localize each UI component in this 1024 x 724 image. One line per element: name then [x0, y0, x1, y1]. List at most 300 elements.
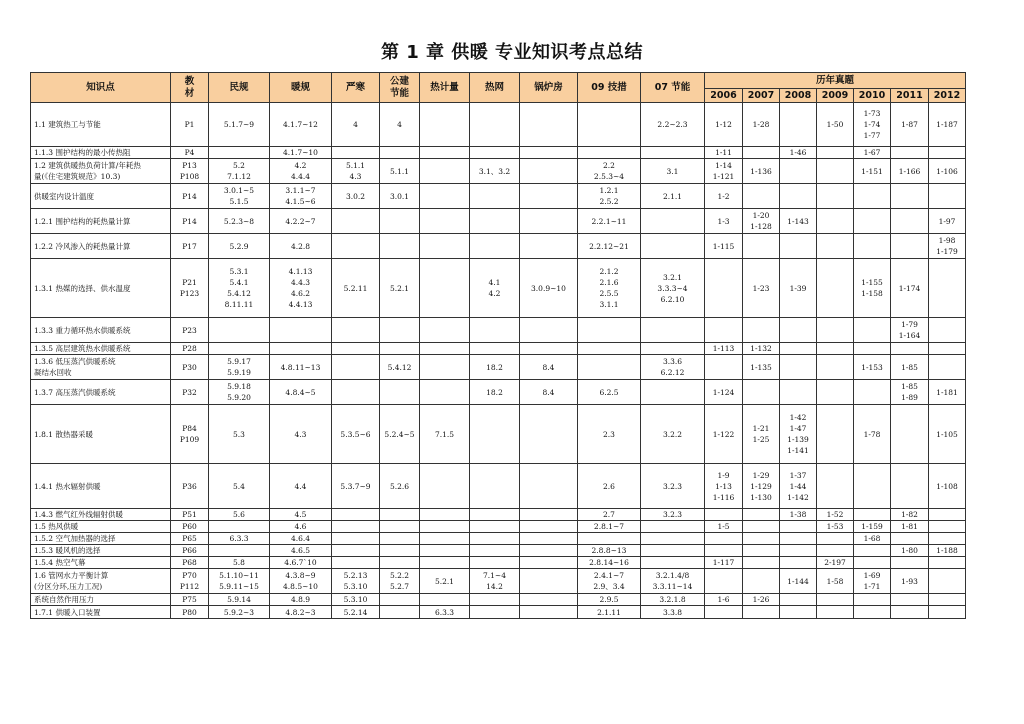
- year-2009-cell: [817, 594, 854, 606]
- knowledge-point-cell: 1.3.1 热媒的选择、供水温度: [31, 259, 171, 318]
- mingui-cell: 5.2.3~8: [209, 209, 270, 234]
- knowledge-point-cell: 1.3.6 低压蒸汽供暖系统 凝结水回收: [31, 355, 171, 380]
- year-2012-cell: [929, 594, 966, 606]
- year-2008-cell: 1-38: [780, 509, 817, 521]
- rejiliang-cell: 6.3.3: [420, 606, 470, 619]
- nuangui-cell: 4.6.7`10: [270, 557, 332, 569]
- year-2012-cell: 1-188: [929, 545, 966, 557]
- jieneng-cell: [641, 557, 705, 569]
- year-2007-cell: [743, 557, 780, 569]
- guolufang-cell: [520, 405, 578, 464]
- mingui-cell: 5.4: [209, 464, 270, 509]
- textbook-cell: P30: [171, 355, 209, 380]
- rewang-cell: [470, 464, 520, 509]
- header-year: 2006: [705, 89, 743, 103]
- year-2011-cell: 1-85: [891, 355, 929, 380]
- guolufang-cell: [520, 509, 578, 521]
- nuangui-cell: 4.8.2~3: [270, 606, 332, 619]
- year-2006-cell: [705, 259, 743, 318]
- nuangui-cell: 4.1.13 4.4.3 4.6.2 4.4.13: [270, 259, 332, 318]
- gongjian-cell: 5.2.4~5: [380, 405, 420, 464]
- textbook-cell: P80: [171, 606, 209, 619]
- jicuo-cell: [578, 343, 641, 355]
- gongjian-cell: [380, 209, 420, 234]
- year-2009-cell: [817, 606, 854, 619]
- textbook-cell: P51: [171, 509, 209, 521]
- mingui-cell: 5.1.7~9: [209, 103, 270, 147]
- year-2010-cell: [854, 509, 891, 521]
- rewang-cell: [470, 147, 520, 159]
- guolufang-cell: [520, 103, 578, 147]
- year-2012-cell: 1-98 1-179: [929, 234, 966, 259]
- gongjian-cell: [380, 521, 420, 533]
- year-2010-cell: [854, 209, 891, 234]
- year-2008-cell: [780, 103, 817, 147]
- rewang-cell: 7.1~4 14.2: [470, 569, 520, 594]
- year-2007-cell: 1-23: [743, 259, 780, 318]
- yanhan-cell: [332, 545, 380, 557]
- year-2012-cell: [929, 557, 966, 569]
- header-col-rewang: 热网: [470, 73, 520, 103]
- header-year: 2007: [743, 89, 780, 103]
- jieneng-cell: [641, 380, 705, 405]
- yanhan-cell: 5.3.5~6: [332, 405, 380, 464]
- year-2009-cell: [817, 405, 854, 464]
- year-2011-cell: 1-85 1-89: [891, 380, 929, 405]
- jieneng-cell: [641, 147, 705, 159]
- guolufang-cell: [520, 184, 578, 209]
- guolufang-cell: [520, 318, 578, 343]
- year-2011-cell: 1-81: [891, 521, 929, 533]
- year-2007-cell: 1-135: [743, 355, 780, 380]
- table-row: [31, 209, 966, 234]
- table-row: [31, 380, 966, 405]
- year-2011-cell: 1-82: [891, 509, 929, 521]
- table-row: [31, 533, 966, 545]
- knowledge-point-cell: 1.4.1 热水辐射供暖: [31, 464, 171, 509]
- guolufang-cell: 3.0.9~10: [520, 259, 578, 318]
- knowledge-point-cell: 1.4.3 燃气红外线辐射供暖: [31, 509, 171, 521]
- gongjian-cell: 5.4.12: [380, 355, 420, 380]
- yanhan-cell: 5.2.13 5.3.10: [332, 569, 380, 594]
- year-2011-cell: 1-80: [891, 545, 929, 557]
- table-row: [31, 355, 966, 380]
- year-2008-cell: 1-143: [780, 209, 817, 234]
- year-2007-cell: 1-21 1-25: [743, 405, 780, 464]
- year-2012-cell: [929, 521, 966, 533]
- header-col-mingui: 民规: [209, 73, 270, 103]
- year-2012-cell: [929, 184, 966, 209]
- knowledge-point-cell: 1.5.3 暖风机的选择: [31, 545, 171, 557]
- yanhan-cell: [332, 509, 380, 521]
- knowledge-point-cell: 1.1.3 围护结构的最小传热阻: [31, 147, 171, 159]
- mingui-cell: 5.1.10~11 5.9.11~15: [209, 569, 270, 594]
- year-2009-cell: [817, 184, 854, 209]
- year-2008-cell: [780, 545, 817, 557]
- year-2012-cell: 1-181: [929, 380, 966, 405]
- year-2008-cell: [780, 184, 817, 209]
- year-2009-cell: [817, 380, 854, 405]
- gongjian-cell: [380, 147, 420, 159]
- gongjian-cell: [380, 594, 420, 606]
- jicuo-cell: [578, 318, 641, 343]
- year-2007-cell: 1-28: [743, 103, 780, 147]
- year-2012-cell: [929, 355, 966, 380]
- rewang-cell: [470, 557, 520, 569]
- textbook-cell: P1: [171, 103, 209, 147]
- rewang-cell: [470, 184, 520, 209]
- textbook-cell: P60: [171, 521, 209, 533]
- textbook-cell: P36: [171, 464, 209, 509]
- header-past-exams: 历年真题: [705, 73, 966, 89]
- year-2010-cell: [854, 464, 891, 509]
- year-2009-cell: 1-50: [817, 103, 854, 147]
- yanhan-cell: 5.3.10: [332, 594, 380, 606]
- gongjian-cell: 5.2.1: [380, 259, 420, 318]
- guolufang-cell: [520, 343, 578, 355]
- gongjian-cell: [380, 533, 420, 545]
- gongjian-cell: [380, 318, 420, 343]
- year-2008-cell: 1-144: [780, 569, 817, 594]
- jieneng-cell: 3.3.8: [641, 606, 705, 619]
- header-year: 2009: [817, 89, 854, 103]
- jicuo-cell: 2.4.1~7 2.9、3.4: [578, 569, 641, 594]
- year-2007-cell: [743, 533, 780, 545]
- gongjian-cell: 3.0.1: [380, 184, 420, 209]
- year-2011-cell: [891, 606, 929, 619]
- table-row: [31, 557, 966, 569]
- rewang-cell: [470, 103, 520, 147]
- year-2010-cell: 1-68: [854, 533, 891, 545]
- guolufang-cell: [520, 606, 578, 619]
- knowledge-point-cell: 1.2.2 冷风渗入的耗热量计算: [31, 234, 171, 259]
- yanhan-cell: [332, 209, 380, 234]
- table-row: [31, 103, 966, 147]
- rejiliang-cell: [420, 184, 470, 209]
- table-row: [31, 606, 966, 619]
- year-2009-cell: [817, 259, 854, 318]
- year-2011-cell: [891, 234, 929, 259]
- textbook-cell: P28: [171, 343, 209, 355]
- jieneng-cell: [641, 318, 705, 343]
- header-col-guolufang: 锅炉房: [520, 73, 578, 103]
- nuangui-cell: 4.4: [270, 464, 332, 509]
- nuangui-cell: 4.8.4~5: [270, 380, 332, 405]
- textbook-cell: P32: [171, 380, 209, 405]
- mingui-cell: 6.3.3: [209, 533, 270, 545]
- mingui-cell: 5.3: [209, 405, 270, 464]
- jieneng-cell: [641, 343, 705, 355]
- jicuo-cell: 2.2 2.5.3~4: [578, 159, 641, 184]
- year-2006-cell: [705, 509, 743, 521]
- yanhan-cell: 5.3.7~9: [332, 464, 380, 509]
- year-2012-cell: [929, 147, 966, 159]
- gongjian-cell: 5.1.1: [380, 159, 420, 184]
- rejiliang-cell: [420, 533, 470, 545]
- year-2011-cell: [891, 464, 929, 509]
- nuangui-cell: 4.8.11~13: [270, 355, 332, 380]
- year-2009-cell: [817, 209, 854, 234]
- gongjian-cell: [380, 343, 420, 355]
- rejiliang-cell: [420, 380, 470, 405]
- year-2008-cell: 1-39: [780, 259, 817, 318]
- textbook-cell: P23: [171, 318, 209, 343]
- year-2009-cell: [817, 147, 854, 159]
- year-2010-cell: [854, 380, 891, 405]
- mingui-cell: 5.2.9: [209, 234, 270, 259]
- yanhan-cell: [332, 343, 380, 355]
- nuangui-cell: 4.3: [270, 405, 332, 464]
- knowledge-point-cell: 1.2 建筑供暖热负荷计算/年耗热 量(《住宅建筑规范》10.3): [31, 159, 171, 184]
- knowledge-point-cell: 1.3.7 高压蒸汽供暖系统: [31, 380, 171, 405]
- knowledge-point-cell: 1.7.1 供暖入口装置: [31, 606, 171, 619]
- yanhan-cell: [332, 355, 380, 380]
- textbook-cell: P65: [171, 533, 209, 545]
- gongjian-cell: 5.2.2 5.2.7: [380, 569, 420, 594]
- yanhan-cell: 5.2.11: [332, 259, 380, 318]
- jieneng-cell: 3.2.3: [641, 509, 705, 521]
- page-title: 第 1 章 供暖 专业知识考点总结: [380, 42, 644, 63]
- jicuo-cell: 6.2.5: [578, 380, 641, 405]
- jieneng-cell: [641, 545, 705, 557]
- jicuo-cell: 2.7: [578, 509, 641, 521]
- header-knowledge-point: 知识点: [31, 73, 171, 103]
- year-2011-cell: [891, 184, 929, 209]
- rejiliang-cell: [420, 521, 470, 533]
- textbook-cell: P70 P112: [171, 569, 209, 594]
- textbook-cell: P68: [171, 557, 209, 569]
- jicuo-cell: [578, 533, 641, 545]
- year-2006-cell: 1-5: [705, 521, 743, 533]
- rejiliang-cell: [420, 147, 470, 159]
- year-2008-cell: 1-37 1-44 1-142: [780, 464, 817, 509]
- year-2006-cell: 1-11: [705, 147, 743, 159]
- year-2010-cell: 1-153: [854, 355, 891, 380]
- jicuo-cell: 2.8.8~13: [578, 545, 641, 557]
- year-2012-cell: 1-187: [929, 103, 966, 147]
- jicuo-cell: 2.9.5: [578, 594, 641, 606]
- year-2011-cell: [891, 147, 929, 159]
- year-2009-cell: [817, 343, 854, 355]
- year-2006-cell: 1-14 1-121: [705, 159, 743, 184]
- jieneng-cell: 3.2.3: [641, 464, 705, 509]
- year-2006-cell: 1-2: [705, 184, 743, 209]
- rewang-cell: 18.2: [470, 380, 520, 405]
- year-2010-cell: [854, 606, 891, 619]
- rejiliang-cell: [420, 557, 470, 569]
- yanhan-cell: [332, 147, 380, 159]
- year-2008-cell: [780, 521, 817, 533]
- rewang-cell: [470, 234, 520, 259]
- year-2008-cell: [780, 159, 817, 184]
- year-2010-cell: [854, 545, 891, 557]
- yanhan-cell: 5.1.1 4.3: [332, 159, 380, 184]
- jicuo-cell: 2.6: [578, 464, 641, 509]
- header-col-rejiliang: 热计量: [420, 73, 470, 103]
- guolufang-cell: [520, 209, 578, 234]
- mingui-cell: 3.0.1~5 5.1.5: [209, 184, 270, 209]
- year-2008-cell: [780, 533, 817, 545]
- table-row: [31, 594, 966, 606]
- rejiliang-cell: [420, 234, 470, 259]
- table-row: [31, 569, 966, 594]
- year-2009-cell: [817, 533, 854, 545]
- year-2011-cell: 1-174: [891, 259, 929, 318]
- gongjian-cell: [380, 545, 420, 557]
- rejiliang-cell: [420, 545, 470, 557]
- jicuo-cell: 2.2.1~11: [578, 209, 641, 234]
- year-2010-cell: 1-159: [854, 521, 891, 533]
- rejiliang-cell: 5.2.1: [420, 569, 470, 594]
- year-2009-cell: 2-197: [817, 557, 854, 569]
- table-row: [31, 343, 966, 355]
- year-2006-cell: 1-113: [705, 343, 743, 355]
- year-2008-cell: [780, 318, 817, 343]
- year-2006-cell: [705, 318, 743, 343]
- rewang-cell: 4.1 4.2: [470, 259, 520, 318]
- jicuo-cell: 2.1.2 2.1.6 2.5.5 3.1.1: [578, 259, 641, 318]
- jicuo-cell: 2.8.14~16: [578, 557, 641, 569]
- jieneng-cell: 3.2.1 3.3.3~4 6.2.10: [641, 259, 705, 318]
- mingui-cell: 5.6: [209, 509, 270, 521]
- mingui-cell: [209, 545, 270, 557]
- year-2007-cell: [743, 569, 780, 594]
- year-2011-cell: [891, 557, 929, 569]
- year-2007-cell: [743, 318, 780, 343]
- rewang-cell: [470, 521, 520, 533]
- jieneng-cell: 3.2.1.8: [641, 594, 705, 606]
- knowledge-point-cell: 1.3.3 重力循环热水供暖系统: [31, 318, 171, 343]
- guolufang-cell: [520, 234, 578, 259]
- yanhan-cell: 5.2.14: [332, 606, 380, 619]
- knowledge-point-cell: 1.5.2 空气加热器的选择: [31, 533, 171, 545]
- yanhan-cell: [332, 557, 380, 569]
- rejiliang-cell: [420, 509, 470, 521]
- year-2012-cell: [929, 606, 966, 619]
- year-2009-cell: 1-58: [817, 569, 854, 594]
- jieneng-cell: 2.1.1: [641, 184, 705, 209]
- jieneng-cell: [641, 521, 705, 533]
- table-row: [31, 318, 966, 343]
- mingui-cell: [209, 147, 270, 159]
- guolufang-cell: [520, 521, 578, 533]
- yanhan-cell: [332, 234, 380, 259]
- textbook-cell: P66: [171, 545, 209, 557]
- mingui-cell: 5.8: [209, 557, 270, 569]
- guolufang-cell: [520, 533, 578, 545]
- knowledge-point-cell: 1.5 热风供暖: [31, 521, 171, 533]
- gongjian-cell: 5.2.6: [380, 464, 420, 509]
- yanhan-cell: 3.0.2: [332, 184, 380, 209]
- yanhan-cell: [332, 318, 380, 343]
- year-2007-cell: [743, 147, 780, 159]
- guolufang-cell: [520, 464, 578, 509]
- knowledge-point-cell: 供暖室内设计温度: [31, 184, 171, 209]
- guolufang-cell: [520, 594, 578, 606]
- textbook-cell: P75: [171, 594, 209, 606]
- guolufang-cell: 8.4: [520, 355, 578, 380]
- year-2006-cell: 1-12: [705, 103, 743, 147]
- year-2008-cell: [780, 343, 817, 355]
- yanhan-cell: [332, 521, 380, 533]
- year-2010-cell: 1-73 1-74 1-77: [854, 103, 891, 147]
- knowledge-point-cell: 1.2.1 围护结构的耗热量计算: [31, 209, 171, 234]
- rejiliang-cell: [420, 343, 470, 355]
- nuangui-cell: 4.1.7~10: [270, 147, 332, 159]
- knowledge-point-cell: 1.1 建筑热工与节能: [31, 103, 171, 147]
- year-2009-cell: 1-52: [817, 509, 854, 521]
- nuangui-cell: [270, 318, 332, 343]
- rejiliang-cell: [420, 103, 470, 147]
- mingui-cell: 5.9.18 5.9.20: [209, 380, 270, 405]
- rejiliang-cell: [420, 318, 470, 343]
- header-col-nuangui: 暖规: [270, 73, 332, 103]
- guolufang-cell: [520, 545, 578, 557]
- year-2010-cell: 1-155 1-158: [854, 259, 891, 318]
- year-2010-cell: [854, 318, 891, 343]
- knowledge-point-cell: 1.3.5 高层建筑热水供暖系统: [31, 343, 171, 355]
- table-row: [31, 234, 966, 259]
- year-2007-cell: [743, 509, 780, 521]
- year-2007-cell: [743, 380, 780, 405]
- rewang-cell: [470, 405, 520, 464]
- textbook-cell: P21 P123: [171, 259, 209, 318]
- year-2012-cell: [929, 318, 966, 343]
- year-2011-cell: [891, 533, 929, 545]
- nuangui-cell: 4.8.9: [270, 594, 332, 606]
- year-2009-cell: [817, 318, 854, 343]
- rejiliang-cell: [420, 355, 470, 380]
- rejiliang-cell: [420, 159, 470, 184]
- year-2006-cell: 1-124: [705, 380, 743, 405]
- year-2012-cell: [929, 569, 966, 594]
- year-2012-cell: [929, 533, 966, 545]
- jicuo-cell: [578, 103, 641, 147]
- year-2008-cell: 1-46: [780, 147, 817, 159]
- year-2007-cell: 1-29 1-129 1-130: [743, 464, 780, 509]
- year-2007-cell: [743, 184, 780, 209]
- guolufang-cell: [520, 147, 578, 159]
- nuangui-cell: 4.3.8~9 4.8.5~10: [270, 569, 332, 594]
- knowledge-point-cell: 1.6 管网水力平衡计算 (分区分环,压力工况): [31, 569, 171, 594]
- year-2009-cell: [817, 545, 854, 557]
- year-2011-cell: 1-93: [891, 569, 929, 594]
- jieneng-cell: 3.2.2: [641, 405, 705, 464]
- year-2007-cell: [743, 545, 780, 557]
- year-2008-cell: [780, 557, 817, 569]
- year-2012-cell: [929, 259, 966, 318]
- year-2008-cell: [780, 380, 817, 405]
- year-2010-cell: 1-67: [854, 147, 891, 159]
- rejiliang-cell: [420, 594, 470, 606]
- gongjian-cell: [380, 234, 420, 259]
- year-2007-cell: 1-26: [743, 594, 780, 606]
- yanhan-cell: [332, 380, 380, 405]
- year-2011-cell: [891, 343, 929, 355]
- jicuo-cell: 2.1.11: [578, 606, 641, 619]
- year-2012-cell: 1-106: [929, 159, 966, 184]
- year-2009-cell: [817, 355, 854, 380]
- year-2010-cell: [854, 557, 891, 569]
- year-2006-cell: [705, 533, 743, 545]
- header-year: 2011: [891, 89, 929, 103]
- year-2007-cell: [743, 521, 780, 533]
- jieneng-cell: 3.2.1.4/8 3.3.11~14: [641, 569, 705, 594]
- year-2011-cell: 1-166: [891, 159, 929, 184]
- gongjian-cell: [380, 380, 420, 405]
- rewang-cell: [470, 318, 520, 343]
- year-2011-cell: [891, 594, 929, 606]
